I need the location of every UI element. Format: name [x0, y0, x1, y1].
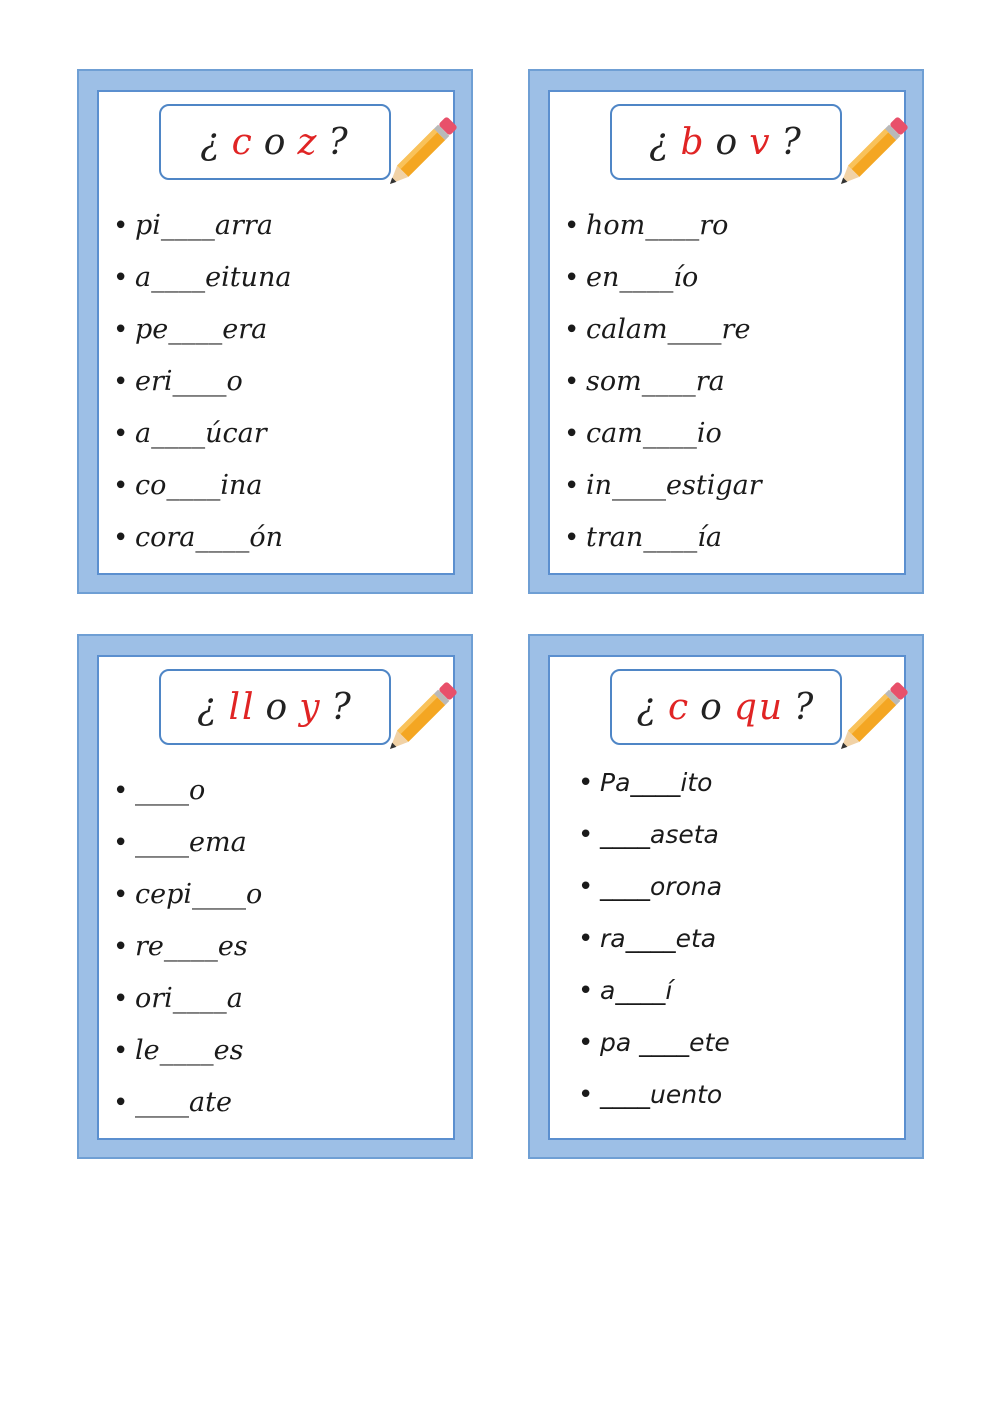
word-blank: Pa____ito: [600, 768, 713, 797]
title-open-question: ¿: [649, 121, 671, 163]
pencil-icon: [374, 110, 464, 200]
title-option-a: c: [667, 686, 691, 728]
list-item: • Pa____ito: [578, 768, 713, 798]
title-option-b: v: [749, 121, 772, 163]
pencil-icon: [825, 110, 915, 200]
word-blank: re____es: [135, 931, 248, 962]
list-item: • eri____o: [113, 366, 243, 397]
word-blank: a____úcar: [135, 418, 267, 449]
list-item: • pi____arra: [113, 210, 273, 241]
card-inner: [548, 655, 906, 1140]
card-title: [159, 669, 391, 745]
card-title: [159, 104, 391, 180]
card-inner: [548, 90, 906, 575]
title-option-a: ll: [228, 686, 256, 728]
title-option-a: c: [231, 121, 254, 163]
pencil-icon: [374, 675, 464, 765]
list-item: • co____ina: [113, 470, 263, 501]
list-item: • ori____a: [113, 983, 243, 1014]
title-conjunction: o: [715, 121, 740, 163]
title-open-question: ¿: [197, 686, 219, 728]
pencil-icon: [825, 675, 915, 765]
word-blank: tran____ía: [586, 522, 722, 553]
word-blank: en____ío: [586, 262, 699, 293]
title-close-question: ?: [794, 686, 816, 728]
word-blank: hom____ro: [586, 210, 729, 241]
word-blank: in____estigar: [586, 470, 762, 501]
list-item: • ____aseta: [578, 820, 719, 850]
list-item: • en____ío: [564, 262, 699, 293]
worksheet-card-b-v: [528, 69, 924, 594]
title-close-question: ?: [781, 121, 803, 163]
word-list: [564, 200, 762, 564]
list-item: • ____orona: [578, 872, 723, 902]
list-item: • pe____era: [113, 314, 268, 345]
worksheet-card-c-qu: [528, 634, 924, 1159]
word-blank: pa ____ete: [600, 1028, 730, 1057]
title-conjunction: o: [700, 686, 724, 728]
word-blank: pi____arra: [135, 210, 273, 241]
word-blank: eri____o: [135, 366, 243, 397]
word-blank: ____o: [135, 775, 206, 806]
list-item: • le____es: [113, 1035, 244, 1066]
title-close-question: ?: [328, 121, 350, 163]
word-blank: ____ate: [135, 1087, 232, 1118]
word-blank: ____aseta: [600, 820, 719, 849]
card-title: [610, 104, 842, 180]
list-item: • re____es: [113, 931, 248, 962]
list-item: • ____ate: [113, 1087, 232, 1118]
card-inner: [97, 90, 455, 575]
word-blank: cepi____o: [135, 879, 263, 910]
word-blank: som____ra: [586, 366, 725, 397]
card-inner: [97, 655, 455, 1140]
title-conjunction: o: [263, 121, 288, 163]
title-close-question: ?: [331, 686, 353, 728]
worksheet-card-ll-y: [77, 634, 473, 1159]
title-open-question: ¿: [200, 121, 222, 163]
title-option-b: qu: [733, 686, 785, 728]
word-blank: a____eituna: [135, 262, 292, 293]
list-item: • a____úcar: [113, 418, 267, 449]
list-item: • hom____ro: [564, 210, 729, 241]
word-list: [113, 200, 291, 564]
word-blank: ____uento: [600, 1080, 723, 1109]
card-title: [610, 669, 842, 745]
list-item: • a____eituna: [113, 262, 292, 293]
word-list: [578, 757, 730, 1121]
word-blank: a____í: [600, 976, 673, 1005]
title-open-question: ¿: [636, 686, 658, 728]
list-item: • calam____re: [564, 314, 751, 345]
list-item: • cam____io: [564, 418, 722, 449]
word-blank: cora____ón: [135, 522, 284, 553]
title-option-b: z: [297, 121, 319, 163]
word-blank: ori____a: [135, 983, 243, 1014]
list-item: • pa ____ete: [578, 1028, 730, 1058]
word-list: [113, 765, 262, 1129]
list-item: • cora____ón: [113, 522, 284, 553]
word-blank: ____orona: [600, 872, 723, 901]
word-blank: ____ema: [135, 827, 247, 858]
list-item: • ____ema: [113, 827, 247, 858]
title-option-a: b: [680, 121, 706, 163]
title-option-b: y: [299, 686, 322, 728]
word-blank: co____ina: [135, 470, 263, 501]
list-item: • ____o: [113, 775, 206, 806]
worksheet-card-c-z: [77, 69, 473, 594]
list-item: • ra____eta: [578, 924, 717, 954]
list-item: • som____ra: [564, 366, 725, 397]
word-blank: calam____re: [586, 314, 751, 345]
word-blank: cam____io: [586, 418, 722, 449]
list-item: • cepi____o: [113, 879, 263, 910]
list-item: • in____estigar: [564, 470, 762, 501]
list-item: • tran____ía: [564, 522, 722, 553]
title-conjunction: o: [265, 686, 290, 728]
word-blank: pe____era: [135, 314, 268, 345]
word-blank: le____es: [135, 1035, 244, 1066]
list-item: • a____í: [578, 976, 673, 1006]
word-blank: ra____eta: [600, 924, 717, 953]
list-item: • ____uento: [578, 1080, 723, 1110]
